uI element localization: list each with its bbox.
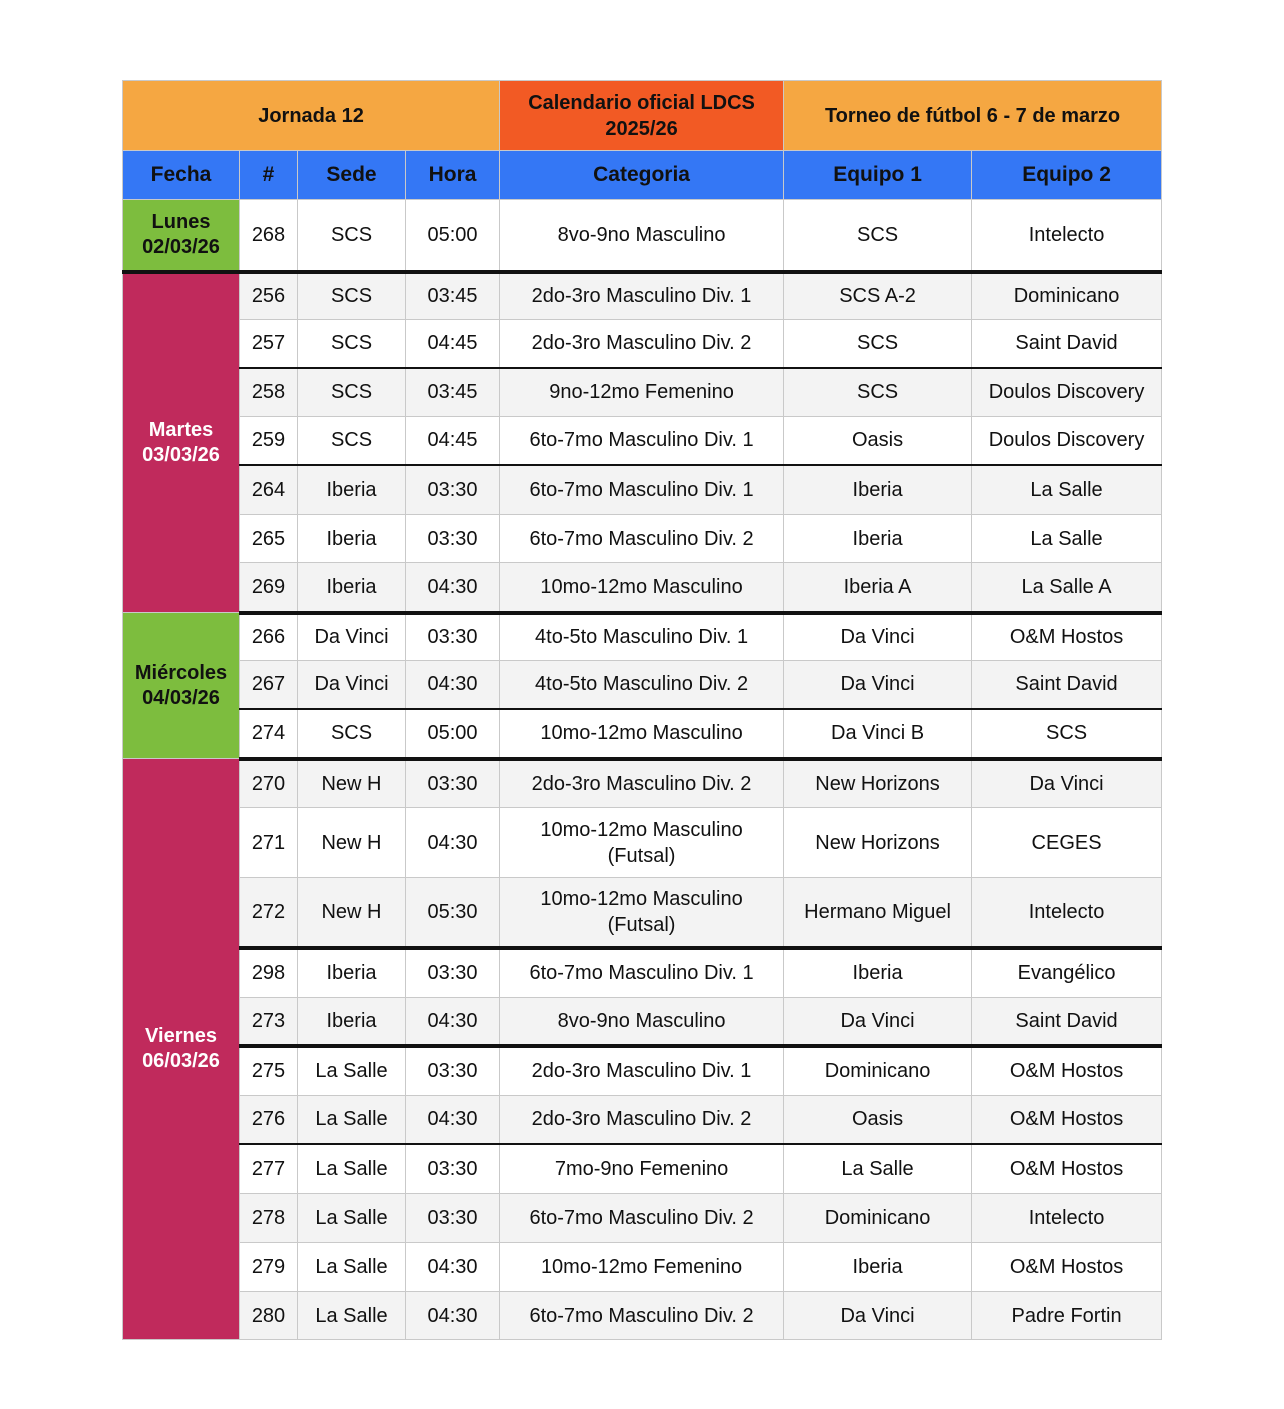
match-venue: New H [298, 808, 406, 878]
match-team2: Da Vinci [972, 759, 1162, 808]
match-team2: Intelecto [972, 878, 1162, 948]
match-team2: SCS [972, 709, 1162, 759]
match-team1: Iberia [784, 948, 972, 998]
table-row [123, 661, 1162, 709]
col-number: # [240, 151, 298, 200]
match-venue: La Salle [298, 1194, 406, 1243]
match-team1: Dominicano [784, 1046, 972, 1096]
match-time: 03:30 [406, 515, 500, 563]
match-number: 266 [240, 613, 298, 661]
match-category: 9no-12mo Femenino [500, 368, 784, 417]
table-row [123, 998, 1162, 1046]
match-team2: Doulos Discovery [972, 368, 1162, 417]
table-row [123, 613, 1162, 661]
match-team1: Dominicano [784, 1194, 972, 1243]
match-time: 04:30 [406, 563, 500, 613]
match-venue: Iberia [298, 515, 406, 563]
table-row [123, 272, 1162, 320]
match-team1: Iberia [784, 465, 972, 515]
match-team2: Padre Fortin [972, 1292, 1162, 1340]
day-viernes: Viernes 06/03/26 [123, 759, 240, 1340]
match-team1: SCS A-2 [784, 272, 972, 320]
match-team1: SCS [784, 368, 972, 417]
match-number: 256 [240, 272, 298, 320]
match-time: 03:30 [406, 1194, 500, 1243]
match-team2: Saint David [972, 320, 1162, 368]
match-team1: Oasis [784, 1096, 972, 1144]
match-venue: La Salle [298, 1046, 406, 1096]
match-time: 04:30 [406, 998, 500, 1046]
match-team1: Da Vinci [784, 1292, 972, 1340]
match-team1: Da Vinci [784, 613, 972, 661]
table-row [123, 1046, 1162, 1096]
match-team1: Da Vinci [784, 661, 972, 709]
match-time: 04:30 [406, 808, 500, 878]
match-venue: La Salle [298, 1096, 406, 1144]
title-row [123, 81, 1162, 151]
match-team2: O&M Hostos [972, 1243, 1162, 1292]
jornada-title: Jornada 12 [123, 81, 500, 151]
table-row [123, 948, 1162, 998]
match-number: 277 [240, 1144, 298, 1194]
match-category: 2do-3ro Masculino Div. 1 [500, 1046, 784, 1096]
table-row [123, 878, 1162, 948]
col-categoria: Categoria [500, 151, 784, 200]
match-number: 298 [240, 948, 298, 998]
match-number: 259 [240, 417, 298, 465]
match-number: 267 [240, 661, 298, 709]
match-time: 03:30 [406, 465, 500, 515]
match-venue: SCS [298, 709, 406, 759]
match-category: 6to-7mo Masculino Div. 2 [500, 515, 784, 563]
match-team2: Evangélico [972, 948, 1162, 998]
match-team2: O&M Hostos [972, 613, 1162, 661]
match-category: 6to-7mo Masculino Div. 2 [500, 1292, 784, 1340]
match-team1: Da Vinci [784, 998, 972, 1046]
calendar-title: Calendario oficial LDCS 2025/26 [500, 81, 784, 151]
match-category: 2do-3ro Masculino Div. 2 [500, 759, 784, 808]
match-team2: Dominicano [972, 272, 1162, 320]
match-category: 8vo-9no Masculino [500, 998, 784, 1046]
match-number: 272 [240, 878, 298, 948]
match-team1: Hermano Miguel [784, 878, 972, 948]
match-venue: SCS [298, 368, 406, 417]
match-category: 8vo-9no Masculino [500, 200, 784, 272]
match-category: 2do-3ro Masculino Div. 1 [500, 272, 784, 320]
match-team1: Da Vinci B [784, 709, 972, 759]
match-category: 4to-5to Masculino Div. 1 [500, 613, 784, 661]
match-time: 05:00 [406, 200, 500, 272]
match-time: 03:30 [406, 948, 500, 998]
schedule-table [122, 80, 1162, 1340]
table-row [123, 1096, 1162, 1144]
match-category: 2do-3ro Masculino Div. 2 [500, 1096, 784, 1144]
match-team1: SCS [784, 320, 972, 368]
match-category: 6to-7mo Masculino Div. 1 [500, 948, 784, 998]
match-team2: La Salle A [972, 563, 1162, 613]
col-hora: Hora [406, 151, 500, 200]
match-team2: O&M Hostos [972, 1144, 1162, 1194]
match-category: 6to-7mo Masculino Div. 2 [500, 1194, 784, 1243]
table-row [123, 200, 1162, 272]
table-row [123, 417, 1162, 465]
match-category: 4to-5to Masculino Div. 2 [500, 661, 784, 709]
match-time: 04:30 [406, 1096, 500, 1144]
match-venue: SCS [298, 200, 406, 272]
match-number: 276 [240, 1096, 298, 1144]
column-header-row [123, 151, 1162, 200]
day-lunes: Lunes 02/03/26 [123, 200, 240, 272]
match-category: 6to-7mo Masculino Div. 1 [500, 417, 784, 465]
day-miercoles: Miércoles 04/03/26 [123, 613, 240, 759]
match-category: 10mo-12mo Masculino [500, 709, 784, 759]
table-row [123, 1243, 1162, 1292]
match-category: 10mo-12mo Masculino [500, 563, 784, 613]
match-team1: SCS [784, 200, 972, 272]
table-row [123, 1144, 1162, 1194]
match-time: 03:45 [406, 368, 500, 417]
table-row [123, 759, 1162, 808]
match-team1: Iberia A [784, 563, 972, 613]
match-number: 271 [240, 808, 298, 878]
tournament-title: Torneo de fútbol 6 - 7 de marzo [784, 81, 1162, 151]
day-martes: Martes 03/03/26 [123, 272, 240, 613]
match-time: 03:30 [406, 613, 500, 661]
match-number: 270 [240, 759, 298, 808]
match-venue: La Salle [298, 1144, 406, 1194]
match-time: 04:30 [406, 1292, 500, 1340]
col-fecha: Fecha [123, 151, 240, 200]
match-venue: SCS [298, 320, 406, 368]
match-category: 2do-3ro Masculino Div. 2 [500, 320, 784, 368]
match-team1: Iberia [784, 1243, 972, 1292]
match-team2: O&M Hostos [972, 1096, 1162, 1144]
match-category: 10mo-12mo Masculino (Futsal) [500, 808, 784, 878]
match-number: 279 [240, 1243, 298, 1292]
match-team2: O&M Hostos [972, 1046, 1162, 1096]
match-venue: La Salle [298, 1243, 406, 1292]
match-venue: Iberia [298, 465, 406, 515]
match-team2: Intelecto [972, 200, 1162, 272]
match-category: 7mo-9no Femenino [500, 1144, 784, 1194]
match-number: 257 [240, 320, 298, 368]
match-number: 269 [240, 563, 298, 613]
match-venue: Da Vinci [298, 661, 406, 709]
match-team1: Oasis [784, 417, 972, 465]
table-row [123, 1292, 1162, 1340]
match-team2: La Salle [972, 465, 1162, 515]
match-number: 278 [240, 1194, 298, 1243]
match-time: 03:45 [406, 272, 500, 320]
match-venue: SCS [298, 417, 406, 465]
match-category: 10mo-12mo Femenino [500, 1243, 784, 1292]
table-row [123, 368, 1162, 417]
match-time: 04:45 [406, 320, 500, 368]
match-number: 258 [240, 368, 298, 417]
match-time: 03:30 [406, 1046, 500, 1096]
match-venue: New H [298, 878, 406, 948]
match-team1: New Horizons [784, 808, 972, 878]
table-row [123, 465, 1162, 515]
match-venue: Iberia [298, 948, 406, 998]
match-team2: Saint David [972, 998, 1162, 1046]
match-team2: Saint David [972, 661, 1162, 709]
match-time: 05:00 [406, 709, 500, 759]
match-number: 275 [240, 1046, 298, 1096]
match-category: 6to-7mo Masculino Div. 1 [500, 465, 784, 515]
match-time: 03:30 [406, 1144, 500, 1194]
match-venue: New H [298, 759, 406, 808]
match-team2: CEGES [972, 808, 1162, 878]
match-venue: Iberia [298, 563, 406, 613]
match-team1: New Horizons [784, 759, 972, 808]
match-number: 273 [240, 998, 298, 1046]
table-row [123, 563, 1162, 613]
table-row [123, 709, 1162, 759]
match-number: 264 [240, 465, 298, 515]
col-equipo1: Equipo 1 [784, 151, 972, 200]
col-equipo2: Equipo 2 [972, 151, 1162, 200]
match-venue: Da Vinci [298, 613, 406, 661]
match-time: 04:45 [406, 417, 500, 465]
match-category: 10mo-12mo Masculino (Futsal) [500, 878, 784, 948]
table-row [123, 1194, 1162, 1243]
match-number: 274 [240, 709, 298, 759]
match-team2: Intelecto [972, 1194, 1162, 1243]
match-number: 280 [240, 1292, 298, 1340]
match-team2: Doulos Discovery [972, 417, 1162, 465]
table-row [123, 515, 1162, 563]
match-time: 04:30 [406, 1243, 500, 1292]
table-row [123, 808, 1162, 878]
match-team1: La Salle [784, 1144, 972, 1194]
table-row [123, 320, 1162, 368]
match-number: 268 [240, 200, 298, 272]
match-venue: Iberia [298, 998, 406, 1046]
match-time: 03:30 [406, 759, 500, 808]
col-sede: Sede [298, 151, 406, 200]
match-venue: La Salle [298, 1292, 406, 1340]
match-team2: La Salle [972, 515, 1162, 563]
match-number: 265 [240, 515, 298, 563]
match-time: 05:30 [406, 878, 500, 948]
match-venue: SCS [298, 272, 406, 320]
match-time: 04:30 [406, 661, 500, 709]
match-team1: Iberia [784, 515, 972, 563]
